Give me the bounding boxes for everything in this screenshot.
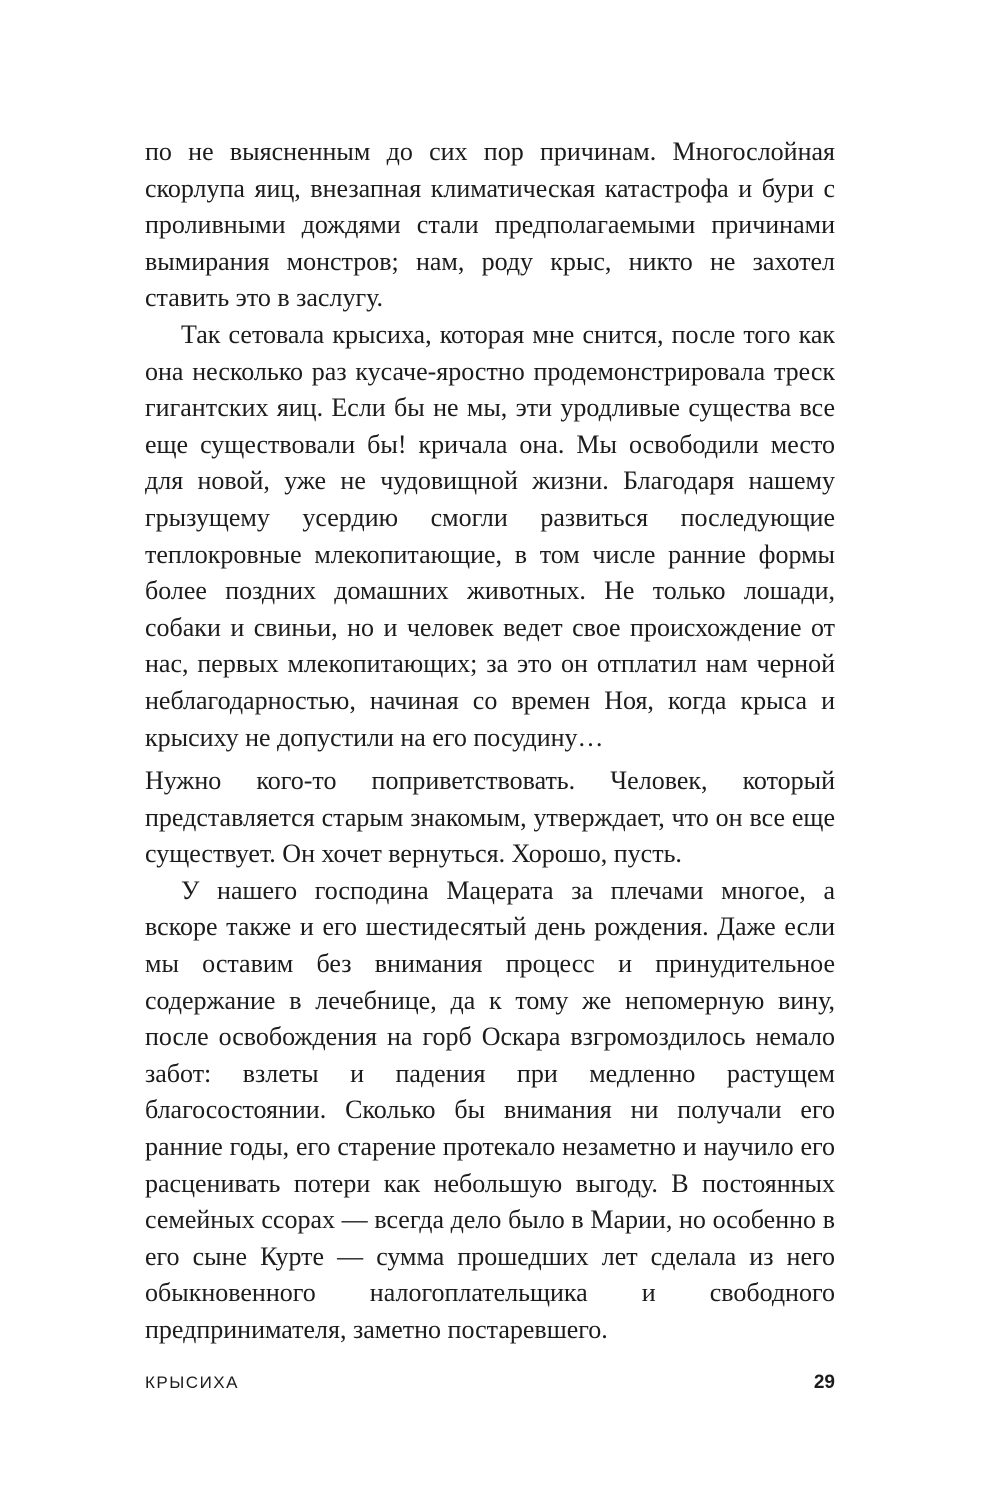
- paragraph-3: Нужно кого-то поприветствовать. Человек, который представляется старым знакомым, утверждает, что он все еще существует. Он хочет вернуться. Хорошо, пусть.: [145, 766, 835, 869]
- paragraph-2: Так сетовала крысиха, которая мне снится, после того как она несколько раз кусаче-яростно продемонстрировала треск гигантских яиц. Если бы не мы, эти уродливые существа все еще существовали бы! кричала она. Мы освободили место для новой, уже не чудовищной жизни. Благодаря нашему грызущему усердию смогли развиться последующие теплокровные млекопитающие, в том числе ранние формы более поздних домашних животных. Не только лошади, собаки и свиньи, но и человек ведет свое происхождение от нас, первых млекопитающих; за это он отплатил нам черной неблагодарностью, начиная со времен Ноя, когда крыса и крысиху не допустили на его посудину…: [145, 319, 835, 752]
- page-footer: [145, 1368, 835, 1398]
- paragraph-1: по не выясненным до сих пор причинам. Многослойная скорлупа яиц, внезапная климатическая катастрофа и бури с проливными дождями стали предполагаемыми причинами вымирания монстров; нам, роду крыс, никто не захотел ставить это в заслугу.: [145, 137, 835, 313]
- paragraph-4: У нашего господина Мацерата за плечами многое, а вскоре также и его шестидесятый день рождения. Даже если мы оставим без внимания процесс и принудительное содержание в лечебнице, да к тому же непомерную вину, после освобождения на горб Оскара взгромоздилось немало забот: взлеты и падения при медленно растущем благосостоянии. Сколько бы внимания ни получали его ранние годы, его старение протекало незаметно и научило его расценивать потери как небольшую выгоду. В постоянных семейных ссорах — всегда дело было в Марии, но особенно в его сыне Курте — сумма прошедших лет сделала из него обыкновенного налогоплательщика и свободного предпринимателя, заметно постаревшего.: [145, 875, 835, 1344]
- running-head: КРЫСИХА: [145, 1373, 239, 1392]
- text-section-2: [145, 763, 835, 1349]
- text-section-1: [145, 134, 835, 756]
- page-number: 29: [813, 1372, 835, 1393]
